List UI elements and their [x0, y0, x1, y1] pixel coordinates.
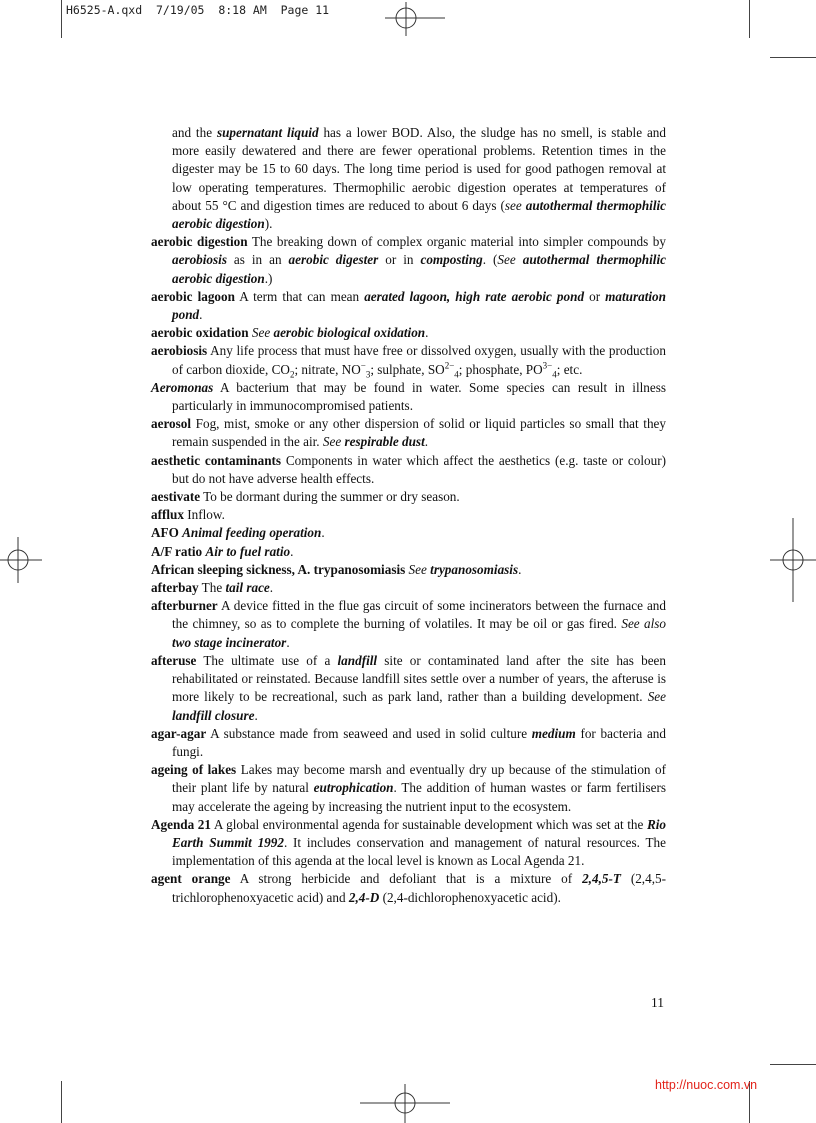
entry-afteruse: afteruse The ultimate use of a landfill site or contaminated land after the site has been rehabilitated or reinstated. Because landfill sites settle over a number of years, the afteruse is more likely to be recreational, such as park land, rather than a building development. See landfill closure. [151, 652, 666, 723]
entry-afo: AFO Animal feeding operation. [151, 525, 325, 541]
cross-reference: trypanosomiasis [430, 561, 519, 577]
headword: aesthetic contaminants [151, 452, 282, 468]
cross-reference: Rio Earth Summit 1992 [172, 816, 666, 850]
crop-mark-bottom-right-h [770, 1064, 816, 1065]
cross-reference: medium [531, 725, 576, 741]
headword: AFO [151, 525, 179, 541]
entry-aerobic-lagoon: aerobic lagoon A term that can mean aerated lagoon, high rate aerobic pond or maturation pond. [151, 288, 666, 323]
cross-reference: landfill [337, 652, 378, 668]
entry-ageing-of-lakes: ageing of lakes Lakes may become marsh and eventually dry up because of the stimulation of their plant life by natural eutrophication. The addition of human wastes or farm fertilisers may accelerate the ageing by increasing the nutrient input to the ecosystem. [151, 762, 666, 814]
crop-mark-top-left-v [61, 0, 62, 38]
dictionary-page-content [151, 124, 666, 907]
entry-afterbay: afterbay The tail race. [151, 580, 274, 596]
headword: agar-agar [151, 725, 207, 741]
cross-reference: aerobic digester [288, 252, 379, 268]
headword: aerobic digestion [151, 234, 248, 250]
print-slug: H6525-A.qxd 7/19/05 8:18 AM Page 11 [66, 3, 330, 17]
cross-reference: maturation pond [172, 288, 666, 323]
cross-reference: 2,4,5-T [582, 871, 621, 887]
entry-aerobic-oxidation: aerobic oxidation See aerobic biological oxidation. [151, 325, 429, 341]
cross-reference: tail race [225, 580, 270, 596]
entry-aerobic-digestion: aerobic digestion The breaking down of complex organic material into simpler compounds by aerobiosis as in an aerobic digester or in composting. (See autothermal thermophilic aerobic digestion.) [151, 234, 666, 286]
cross-reference: aerobiosis [172, 252, 227, 268]
registration-mark-bottom [360, 1084, 450, 1123]
entry-agar-agar: agar-agar A substance made from seaweed and used in solid culture medium for bacteria and fungi. [151, 725, 666, 759]
entry-aerobiosis: aerobiosis Any life process that must have free or dissolved oxygen, usually with the production of carbon dioxide, $CO_2$; nitrate, $NO^-_3$; sulphate, $SO^{2-}_4$; phosphate, $PO^{3-}_4$; etc. [151, 343, 666, 380]
cross-reference: eutrophication [313, 780, 394, 796]
entry-aeromonas: Aeromonas A bacterium that may be found in water. Some species can result in illness particularly in immunocompromised patients. [151, 379, 666, 414]
headword: Aeromonas [151, 379, 214, 395]
entry-continued-aerobic-digester: and the supernatant liquid has a lower BOD. Also, the sludge has no smell, is stable and more easily dewatered and there are fewer operational problems. Retention times in the digester may be 15 to 60 days. The long time period is used for good pathogen removal at low operating temperatures. Thermophilic aerobic digestion operates at temperatures of about 55 °C and digestion times are reduced to about 6 days (see autothermal thermophilic aerobic digestion). [172, 125, 666, 232]
headword: ageing of lakes [151, 762, 237, 778]
entry-aestivate: aestivate To be dormant during the summer or dry season. [151, 489, 460, 505]
entry-agenda-21: Agenda 21 A global environmental agenda for sustainable development which was set at the Rio Earth Summit 1992. It includes conservation and management of natural resources. The implementation of this agenda at the local level is known as Local Agenda 21. [151, 816, 666, 869]
entry-aerosol: aerosol Fog, mist, smoke or any other dispersion of solid or liquid particles so small that they remain suspended in the air. See respirable dust. [151, 416, 666, 450]
registration-mark-top [380, 2, 450, 36]
crop-mark-top-right-h [770, 57, 816, 58]
watermark-url: http://nuoc.com.vn [655, 1078, 758, 1092]
entry-afflux: afflux Inflow. [151, 507, 225, 523]
cross-reference: aerobic biological oxidation [273, 325, 426, 341]
entry-af-ratio: A/F ratio Air to fuel ratio. [151, 543, 294, 559]
headword: aerobic lagoon [151, 288, 235, 304]
cross-reference: Air to fuel ratio [205, 543, 291, 559]
crop-mark-bottom-left-v [61, 1081, 62, 1123]
crop-mark-top-right-v [749, 0, 750, 38]
cross-reference: respirable dust [344, 434, 425, 450]
headword: afflux [151, 507, 184, 523]
entry-agent-orange: agent orange A strong herbicide and defoliant that is a mixture of 2,4,5-T (2,4,5-trichlorophenoxyacetic acid) and 2,4-D (2,4-dichlorophenoxyacetic acid). [151, 871, 666, 905]
headword: afterbay [151, 580, 199, 596]
headword: A/F ratio [151, 543, 203, 559]
cross-reference: landfill closure [172, 707, 255, 723]
headword: African sleeping sickness, A. trypanosomiasis [151, 561, 406, 577]
cross-reference: supernatant liquid [216, 125, 319, 140]
headword: afteruse [151, 652, 197, 668]
headword: aerobic oxidation [151, 325, 249, 341]
headword: aerosol [151, 416, 192, 432]
headword: aerobiosis [151, 343, 208, 359]
headword: aestivate [151, 489, 201, 505]
cross-reference: Animal feeding operation [182, 525, 322, 541]
page-number: 11 [651, 995, 664, 1010]
entry-aesthetic-contaminants: aesthetic contaminants Components in water which affect the aesthetics (e.g. taste or colour) but do not have adverse health effects. [151, 452, 666, 486]
entry-afterburner: afterburner A device fitted in the flue gas circuit of some incinerators between the furnace and the chimney, so as to complete the burning of volatiles. It may be oil or gas fired. See also two stage incinerator. [151, 598, 666, 650]
entry-african-sleeping-sickness: African sleeping sickness, A. trypanosomiasis See trypanosomiasis. [151, 561, 522, 577]
registration-mark-right [770, 518, 816, 602]
headword: agent orange [151, 871, 231, 887]
registration-mark-left [0, 537, 42, 583]
cross-reference: composting [420, 252, 483, 268]
headword: Agenda 21 [151, 816, 211, 832]
cross-reference: two stage incinerator [172, 634, 287, 650]
cross-reference: 2,4-D [348, 889, 380, 905]
cross-reference: autothermal thermophilic aerobic digestion [172, 252, 666, 286]
cross-reference: aerated lagoon, high rate aerobic pond [364, 288, 585, 304]
headword: afterburner [151, 598, 218, 614]
cross-reference: autothermal thermophilic aerobic digestion [172, 197, 666, 232]
